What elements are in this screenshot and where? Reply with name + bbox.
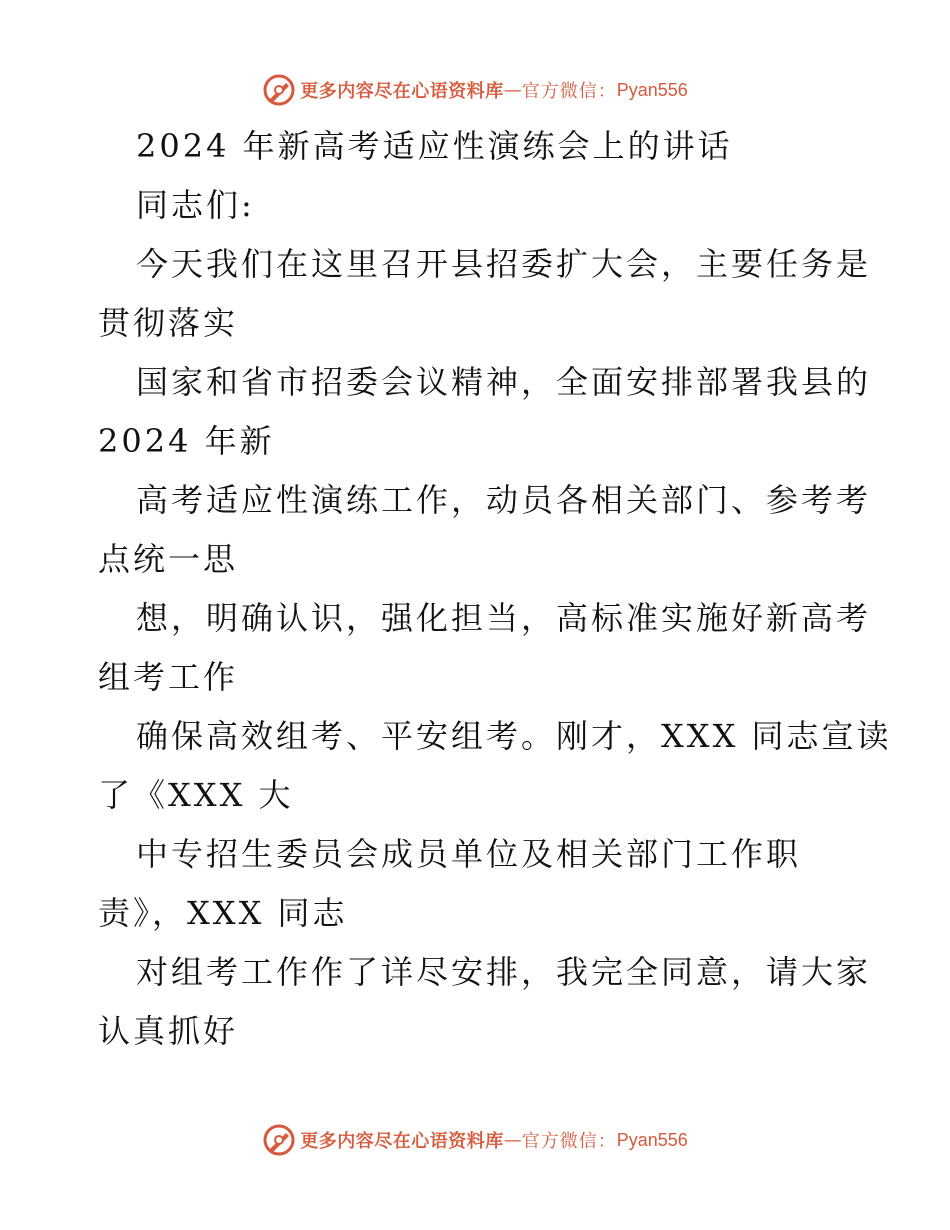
document-title: 2024 年新高考适应性演练会上的讲话: [136, 127, 733, 165]
salutation: 同志们:: [136, 186, 255, 224]
paragraph-line: 认真抓好: [98, 1012, 239, 1050]
pen-circle-logo-icon: [262, 1123, 296, 1157]
watermark-wechat-id: Pyan556: [616, 79, 688, 100]
watermark-main-text: 更多内容尽在心语资料库: [300, 81, 504, 102]
paragraph-line: 想，明确认识，强化担当，高标准实施好新高考: [136, 599, 872, 637]
paragraph-line: 了《XXX 大: [98, 776, 294, 814]
watermark-wechat-id: Pyan556: [616, 1129, 688, 1150]
paragraph-line: 组考工作: [98, 658, 239, 696]
paragraph-line: 中专招生委员会成员单位及相关部门工作职: [136, 835, 802, 873]
paragraph-line: 今天我们在这里召开县招委扩大会，主要任务是: [136, 245, 872, 283]
paragraph-line: 高考适应性演练工作，动员各相关部门、参考考: [136, 481, 872, 519]
paragraph-line: 对组考工作作了详尽安排，我完全同意，请大家: [136, 953, 872, 991]
watermark-dash: —: [503, 79, 522, 101]
paragraph-line: 国家和省市招委会议精神，全面安排部署我县的: [136, 363, 872, 401]
paragraph-line: 贯彻落实: [98, 304, 239, 342]
header-watermark: [0, 70, 950, 110]
document-body: [98, 117, 892, 1061]
paragraph-line: 2024 年新: [98, 422, 275, 460]
footer-watermark: [0, 1120, 950, 1160]
watermark-sub-text: 官方微信：: [521, 81, 617, 102]
paragraph-line: 确保高效组考、平安组考。刚才，XXX 同志宣读: [136, 717, 892, 755]
paragraph-line: 点统一思: [98, 540, 239, 578]
watermark-main-text: 更多内容尽在心语资料库: [300, 1131, 504, 1152]
watermark-dash: —: [503, 1129, 522, 1151]
paragraph-line: 责》，XXX 同志: [98, 894, 348, 932]
watermark-sub-text: 官方微信：: [521, 1131, 617, 1152]
pen-circle-logo-icon: [262, 73, 296, 107]
